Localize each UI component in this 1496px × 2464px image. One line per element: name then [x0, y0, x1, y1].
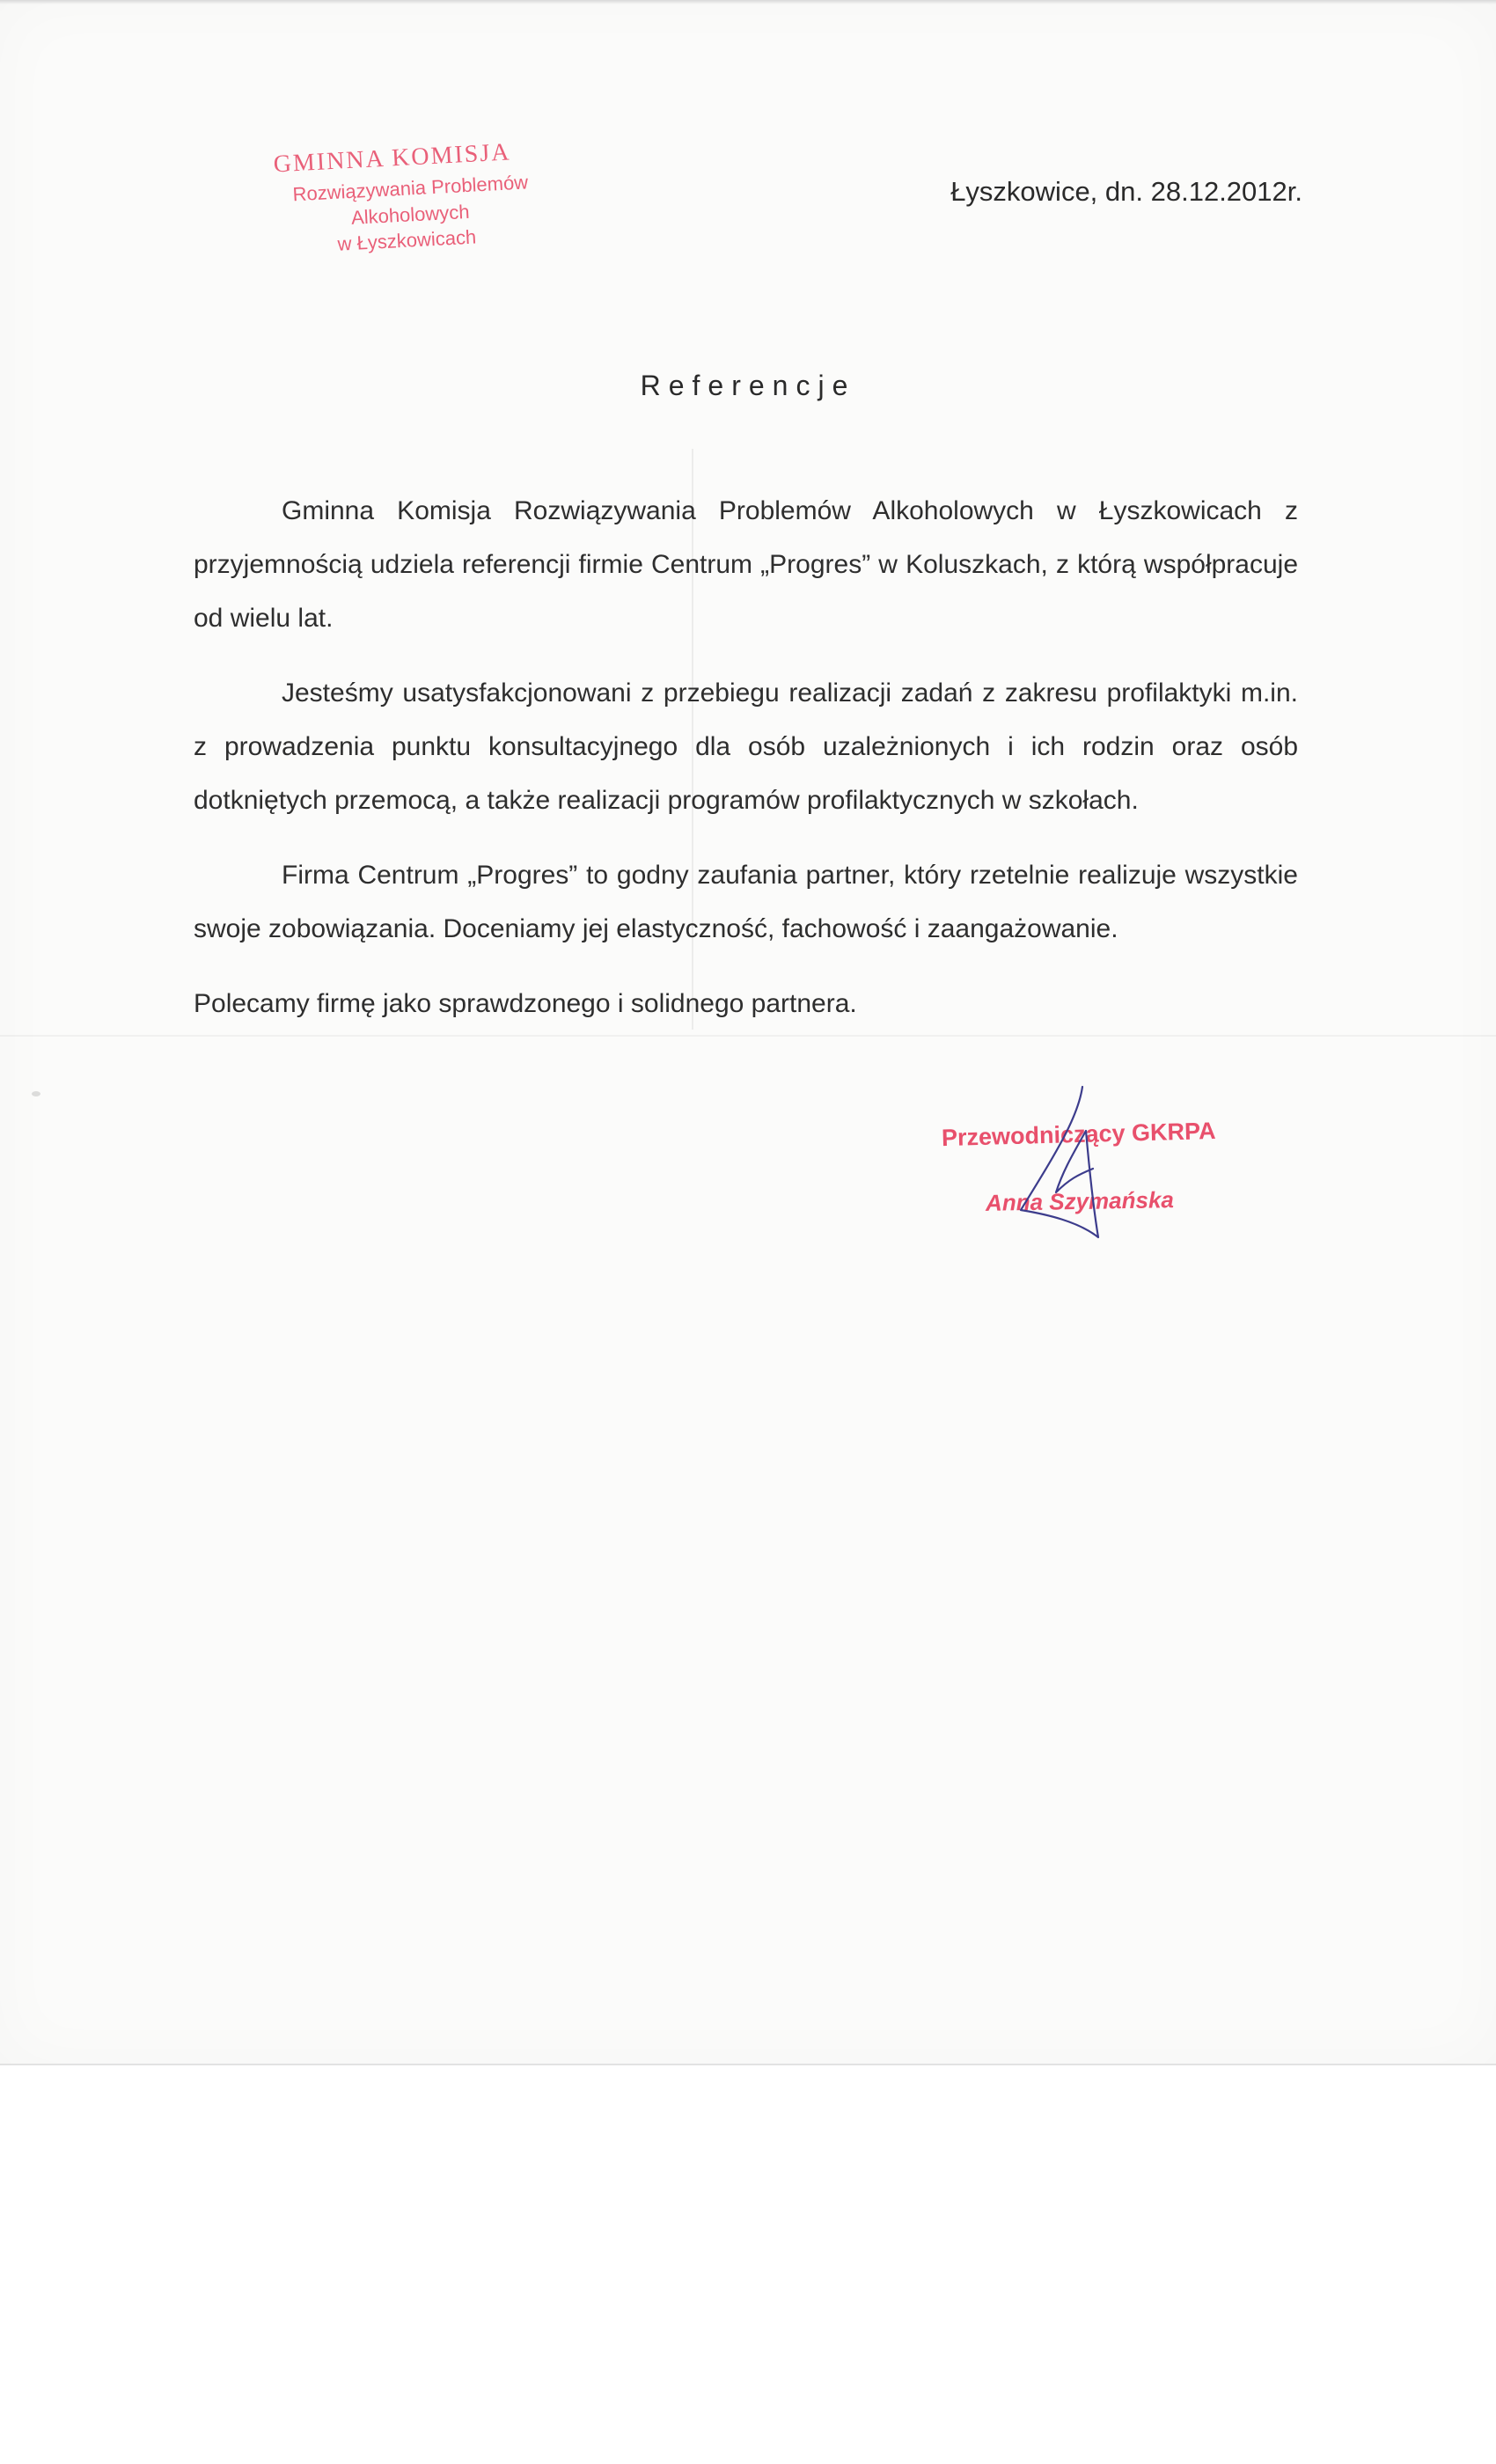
- document-title: Referencje: [640, 370, 856, 401]
- paragraph-2: Jesteśmy usatysfakcjonowani z przebiegu realizacji zadań z zakresu profilaktyki m.in. z prowadzenia punktu konsultacyjnego dla osób uzależnionych i ich rodzin oraz osób dotkniętych przemocą, a także realizacji programów profilaktycznych w szkołach.: [194, 678, 1298, 815]
- scan-speck: [32, 1091, 40, 1096]
- stamp-line-1: GMINNA KOMISJA: [272, 138, 512, 179]
- stamp-line-3: Alkoholowych: [350, 200, 471, 229]
- paragraph-3: Firma Centrum „Progres” to godny zaufania partner, który rzetelnie realizuje wszystkie swoje zobowiązania. Doceniamy jej elastyczność, fachowość i zaangażowanie.: [194, 861, 1298, 943]
- date-place: Łyszkowice, dn. 28.12.2012r.: [950, 176, 1302, 207]
- stamp-line-4: w Łyszkowicach: [336, 225, 477, 255]
- scan-top-edge: [0, 0, 1496, 4]
- letter-body: [194, 484, 1298, 1052]
- paragraph-1: Gminna Komisja Rozwiązywania Problemów Alkoholowych w Łyszkowicach z przyjemnością udziela referencji firmie Centrum „Progres” w Koluszkach, z którą współpracuje od wielu lat.: [194, 496, 1298, 633]
- handwritten-signature: [994, 1082, 1135, 1241]
- paragraph-4: Polecamy firmę jako sprawdzonego i solidnego partnera.: [194, 989, 857, 1018]
- signatory-role: Przewodniczący GKRPA: [941, 1117, 1216, 1152]
- stamp-line-2: Rozwiązywania Problemów: [291, 171, 529, 206]
- organization-stamp: [264, 134, 605, 275]
- signatory-name: Anna Szymańska: [985, 1186, 1175, 1216]
